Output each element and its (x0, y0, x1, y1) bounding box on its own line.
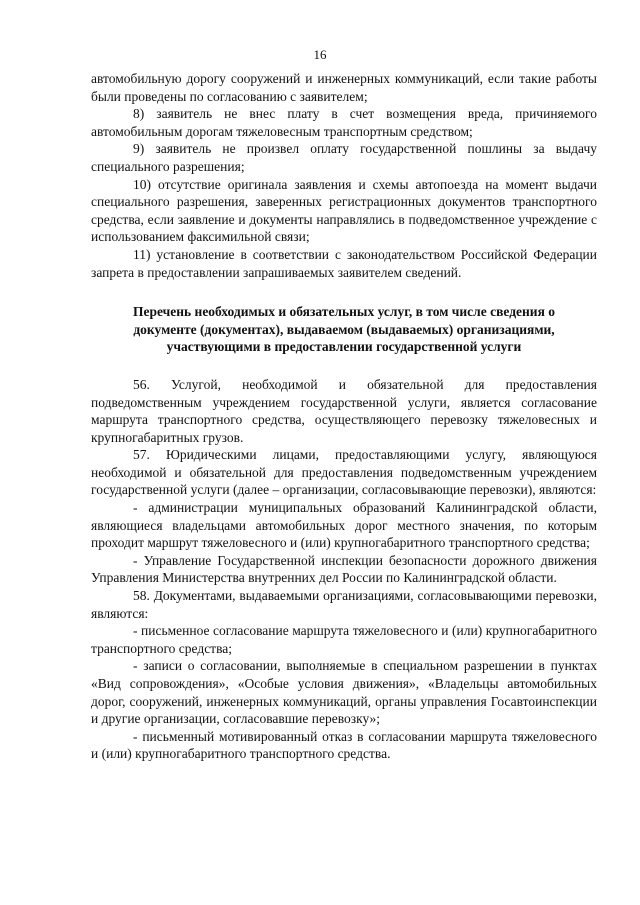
paragraph: - Управление Государственной инспекции безопасности дорожного движения Управления Министерства внутренних дел России по Калининградской области. (91, 552, 597, 586)
paragraph: 56. Услугой, необходимой и обязательной для предоставления подведомственным учреждением государственной услуги, является согласование маршрута транспортного средства, осуществляющего перевозку тяжеловесных и крупногабаритных грузов. (91, 376, 597, 445)
paragraph: 57. Юридическими лицами, предоставляющими услугу, являющуюся необходимой и обязательной для предоставления подведомственным учреждением государственной услуги (далее – организации, согласовывающие перевозки), являются: (91, 447, 597, 498)
section-heading: Перечень необходимых и обязательных услуг, в том числе сведения о документе (документах), выдаваемом (выдаваемых) организациями, участвующими в предоставлении государственной услуги (132, 304, 556, 355)
page-content (91, 70, 597, 763)
paragraph: 10) отсутствие оригинала заявления и схемы автопоезда на момент выдачи специального разрешения, заверенных регистрационных документов транспортного средства, если заявление и документы направлялись в подведомственное учреждение с использованием факсимильной связи; (91, 176, 597, 245)
paragraph: 11) установление в соответствии с законодательством Российской Федерации запрета в предоставлении запрашиваемых заявителем сведений. (91, 246, 597, 280)
paragraph: - письменное согласование маршрута тяжеловесного и (или) крупногабаритного транспортного средства; (91, 623, 597, 656)
bottom-paragraph-block (91, 376, 597, 763)
paragraph: 8) заявитель не внес плату в счет возмещения вреда, причиняемого автомобильным дорогам тяжеловесным транспортным средством; (91, 106, 597, 139)
top-paragraph-block (91, 70, 597, 281)
paragraph: - письменный мотивированный отказ в согласовании маршрута тяжеловесного и (или) крупногабаритного транспортного средства. (91, 728, 597, 762)
paragraph: 9) заявитель не произвел оплату государственной пошлины за выдачу специального разрешения; (91, 141, 597, 174)
paragraph: - записи о согласовании, выполняемые в специальном разрешении в пунктах «Вид сопровождения», «Особые условия движения», «Владельцы автомобильных дорог, сооружений, инженерных коммуникаций, органы управления Госавтоинспекции и другие организации, согласовавшие перевозку»; (91, 658, 597, 727)
paragraph: 58. Документами, выдаваемыми организациями, согласовывающими перевозки, являются: (91, 588, 597, 621)
paragraph: - администрации муниципальных образований Калининградской области, являющиеся владельцами автомобильных дорог местного значения, по которым проходит маршрут тяжеловесного и (или) крупногабаритного транспортного средства; (91, 500, 597, 551)
paragraph: автомобильную дорогу сооружений и инженерных коммуникаций, если такие работы были проведены по согласованию с заявителем; (91, 71, 597, 104)
page-number: 16 (313, 47, 327, 62)
